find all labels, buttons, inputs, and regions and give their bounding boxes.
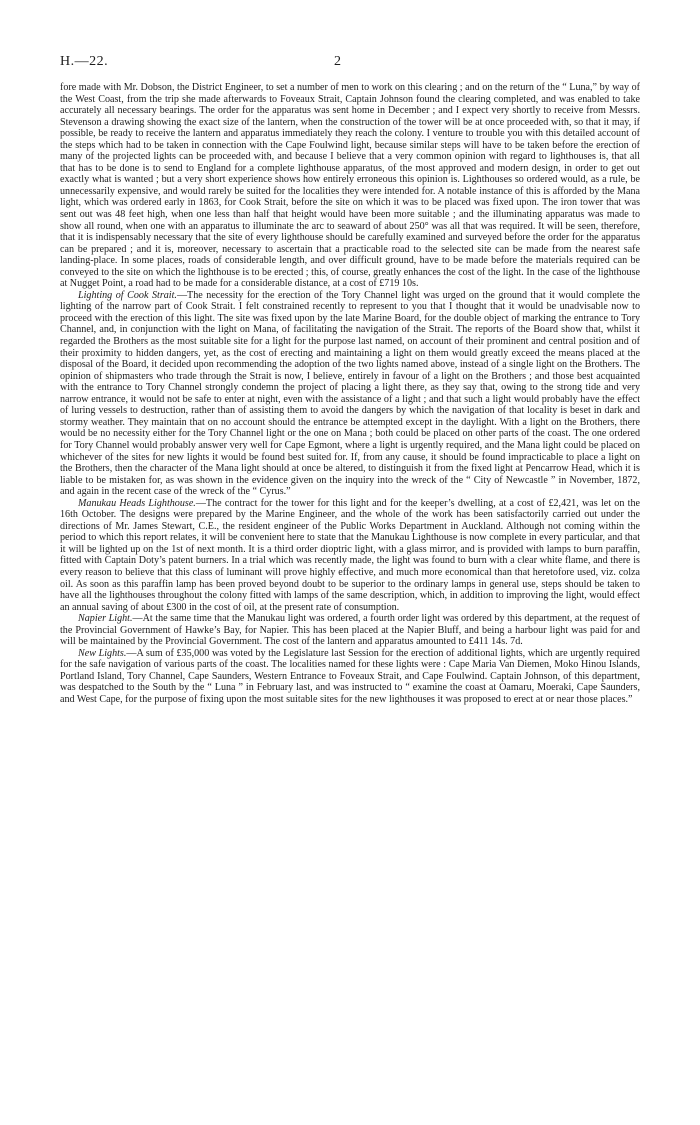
section-heading-new-lights: New Lights. [78, 647, 127, 659]
section-heading-napier: Napier Light. [78, 613, 133, 625]
body-text [60, 82, 640, 706]
paragraph-napier [60, 613, 640, 648]
paragraph-body: fore made with Mr. Dobson, the District Engineer, to set a number of men to work on this clearing ; and on the return of the “ Luna,” by way of the West Coast, from the trip she made afterwards to Foveaux Strait, Captain Johnson found the clearing completed, and was enabled to take accurately all necessary bearings. The order for the apparatus was sent home in December ; and I expect very shortly to receive from Messrs. Stevenson a drawing showing the exact size of the lantern, when the construction of the tower will be at once proceeded with, so that it may, if possible, be ready to receive the lantern and apparatus immediately they reach the colony. I venture to trouble you with this detailed account of the steps which had to be taken in connection with the Cape Foulwind light, because similar steps will have to be taken before the erection of many of the projected lights can be proceeded with, and because I believe that a very common opinion with regard to lighthouses is, that all that has to be done is to send to England for a complete lighthouse apparatus, of the most approved and modern design, in order to get out exactly what is wanted ; but a very short experience shows how entirely erroneous this opinion is. Lighthouses so ordered would, as a rule, be unnecessarily expensive, and would rarely be suited for the localities they were intended for. A notable instance of this is afforded by the Mana light, which was ordered early in 1863, for Cook Strait, before the site on which it was to be placed was fixed upon. The iron tower that was sent out was 48 feet high, when one less than half that height would have been more suitable ; and the illuminating apparatus was made to show all round, when one with an apparatus to illuminate the arc to seaward of about 250° was all that was required. It will be seen, therefore, that it is indispensably necessary that the site of every lighthouse should be carefully examined and surveyed before the order for the apparatus can be prepared ; and it is, moreover, necessary to ascertain that a practicable road to the selected site can be made from the nearest safe landing-place. In some places, roads of considerable length, and over difficult ground, have to be made before the materials required can be conveyed to the site on which the lighthouse is to be erected ; this, of course, greatly enhances the cost of the light. In the case of the lighthouse at Nugget Point, a road had to be made for a considerable distance, at a cost of £719 10s. [60, 82, 640, 290]
section-heading-manukau: Manukau Heads Lighthouse. [78, 497, 196, 509]
paragraph-manukau [60, 498, 640, 613]
page-header [60, 54, 640, 76]
paragraph-body: —The contract for the tower for this light and for the keeper’s dwelling, at a cost of £2,421, was let on the 16th October. The designs were prepared by the Marine Engineer, and the whole of the work has been satisfactorily carried out under the directions of Mr. James Stewart, C.E., the resident engineer of the Public Works Department in Auckland. Although not coming within the period to which this report relates, it will be convenient here to state that the Manukau Lighthouse is now complete in every particular, and that it will be lighted up on the 1st of next month. It is a third order dioptric light, with a glass mirror, and is provided with lamps to burn paraffin, fitted with Captain Doty’s patent burners. In a trial which was recently made, the light was found to burn with a clear white flame, and there is every reason to believe that this class of luminant will prove highly effective, and much more economical than that heretofore used, viz. colza oil. As soon as this paraffin lamp has been proved beyond doubt to be superior to the ordinary lamps in general use, steps should be taken to have all the lighthouses throughout the colony fitted with lamps of the same description, which, in addition to improving the light, would effect an annual saving of about £300 in the cost of oil, at the present rate of consumption. [60, 497, 640, 613]
paragraph-new-lights [60, 648, 640, 706]
document-reference: H.—22. [60, 54, 109, 69]
paragraph-cook-strait [60, 290, 640, 498]
paragraph-body: —The necessity for the erection of the Tory Channel light was urged on the ground that it would complete the lighting of the narrow part of Cook Strait. I felt constrained recently to represent to you that I thought that it would be unadvisable now to proceed with the erection of this light. The site was fixed upon by the late Marine Board, for the double object of marking the entrance to Tory Channel, and, in conjunction with the light on Mana, of facilitating the navigation of the Strait. The reports of the Board show that, whilst it regarded the Brothers as the most suitable site for a light for the purpose last named, on account of their prominent and central position and of their proximity to hidden dangers, yet, as the cost of erecting and maintaining a light on them would greatly exceed the means placed at the disposal of the Board, it decided upon recommending the adoption of the two lights named above, instead of a single light on the Brothers. The opinion of shipmasters who trade through the Strait is now, I believe, entirely in favour of a light on the Brothers ; and those best acquainted with the entrance to Tory Channel strongly condemn the project of placing a light there, as they say that, owing to the strong tide and very narrow entrance, it would not be safe to enter at night, even with the assistance of a light ; and that such a light would probably have the effect of luring vessels to destruction, rather than of assisting them to avoid the dangers by which the navigation of that locality is beset in dark and stormy weather. They maintain that on no account should the entrance be attempted except in the daylight. With a light on the Brothers, there would be no necessity either for the Tory Channel light or the one on Mana ; both could be placed on other parts of the coast. The one ordered for Tory Channel would probably answer very well for Cape Egmont, where a light is urgently required, and the Mana light could be placed on whichever of the sites for new lights it would be found best suited for. If, from any cause, it should be found impracticable to place a light on the Brothers, then the character of the Mana light should at once be altered, to distinguish it from the fixed light at Pencarrow Head, which it is liable to be mistaken for, as was shown in the evidence given on the inquiry into the wreck of the “ City of Newcastle ” in November, 1872, and again in the recent case of the wreck of the “ Cyrus.” [60, 289, 640, 498]
paragraph-body: —A sum of £35,000 was voted by the Legislature last Session for the erection of additional lights, which are urgently required for the safe navigation of various parts of the coast. The localities named for these lights were : Cape Maria Van Diemen, Moko Hinou Islands, Portland Island, Tory Channel, Cape Saunders, Western Entrance to Foveaux Strait, and Cape Foulwind. Captain Johnson, of this department, was despatched to the South by the “ Luna ” in February last, and was instructed to “ examine the coast at Oamaru, Moeraki, Cape Saunders, and West Cape, for the purpose of fixing upon the most suitable sites for the new lighthouses it was proposed to erect at or near those places.” [60, 647, 640, 705]
section-heading-cook-strait: Lighting of Cook Strait. [78, 289, 177, 301]
paragraph-cape-foulwind [60, 82, 640, 290]
paragraph-body: —At the same time that the Manukau light was ordered, a fourth order light was ordered by this department, at the request of the Provincial Government of Hawke’s Bay, for Napier. This has been placed at the Napier Bluff, and being a harbour light was paid for and will be maintained by the Provincial Government. The cost of the lantern and apparatus amounted to £411 14s. 7d. [60, 613, 640, 648]
document-page [60, 54, 640, 1094]
page-number: 2 [334, 54, 341, 69]
